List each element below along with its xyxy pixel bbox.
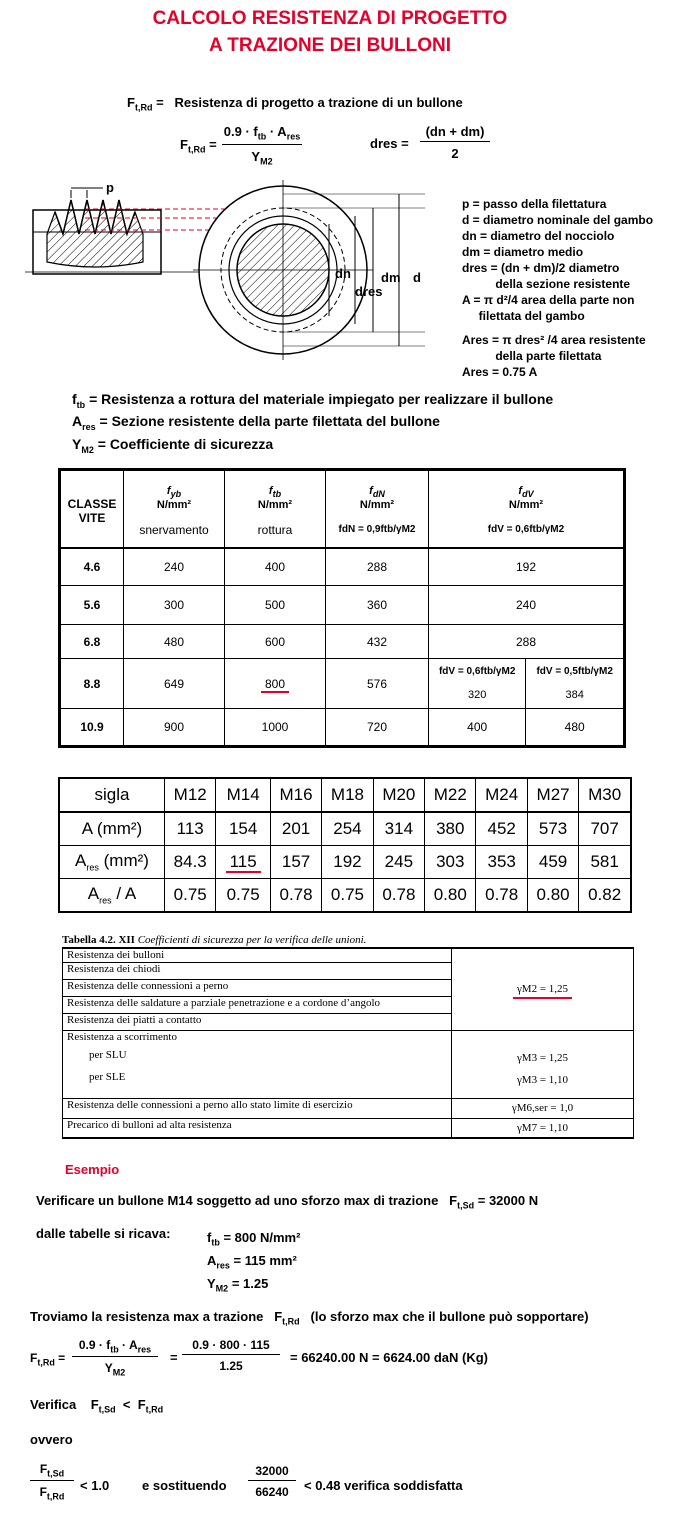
ovvero: ovvero (30, 1432, 73, 1447)
table-cell: 480 (124, 625, 225, 659)
col-classe: CLASSE VITE (60, 470, 124, 548)
table-cell: 303 (425, 846, 476, 879)
table-cell: 5.6 (60, 586, 124, 625)
formula-lhs: $F_{t,Rd}$ = (180, 137, 217, 155)
table-cell: 115 (216, 846, 270, 879)
legend-line (462, 324, 653, 332)
table-cell: 245 (373, 846, 424, 879)
table-cell: 0.78 (270, 879, 321, 913)
table-cell: 480 (526, 709, 625, 747)
table-cell: γM6,ser = 1,0 (452, 1098, 634, 1118)
table-cell: 288 (326, 548, 429, 586)
verifica-line: Verifica $F_{t,Sd} < F_{t,Rd}$ (30, 1397, 164, 1415)
legend-line: dm = diametro medio (462, 245, 584, 259)
legend-line: Ares = 0.75 A (462, 365, 538, 379)
table-cell: 500 (225, 586, 326, 625)
legend-line: della parte filettata (462, 349, 602, 363)
example-ym2: $Y_{M2} = 1.25$ (207, 1276, 269, 1294)
ratio-numeric: 32000 66240 (248, 1464, 296, 1499)
table-cell: Resistenza delle connessioni a perno (63, 979, 452, 996)
example-heading: Esempio (65, 1162, 120, 1177)
calc-formula-fraction: $0.9 \cdot f_{tb} \cdot A_{res}$ $Y_{M2}$ (72, 1338, 158, 1378)
legend-line: d = diametro nominale del gambo (462, 213, 654, 227)
table-cell: A (mm²) (59, 812, 165, 846)
conclusion: < 0.48 verifica soddisfatta (304, 1478, 463, 1493)
title-line-2: A TRAZIONE DEI BULLONI (208, 35, 452, 56)
table-cell: $A_{res}$ / A (59, 879, 165, 913)
table-cell: M30 (579, 778, 631, 812)
col-fdn: $f_{dN}$ N/mm² fdN = 0,9ftb/γM2 (326, 470, 429, 548)
table-cell: 240 (429, 586, 625, 625)
table-cell: sigla (59, 778, 165, 812)
legend-line: p = passo della filettatura (462, 197, 607, 211)
table-cell: Resistenza dei chiodi (63, 962, 452, 979)
legend-line: A = π d²/4 area della parte non (462, 293, 635, 307)
table-cell: M16 (270, 778, 321, 812)
table-cell: 800 (225, 659, 326, 709)
table3-caption: Tabella 4.2. XII Coefficienti di sicurezza per la verifica delle unioni. (62, 934, 367, 946)
table-cell: 459 (527, 846, 578, 879)
table-cell: 0.82 (579, 879, 631, 913)
table-cell: Resistenza delle connessioni a perno allo stato limite di esercizio (63, 1098, 452, 1118)
table-cell: 380 (425, 812, 476, 846)
table-cell: 84.3 (165, 846, 216, 879)
sostituendo: e sostituendo (142, 1478, 227, 1493)
table-cell: 400 (225, 548, 326, 586)
table-cell: M27 (527, 778, 578, 812)
table-cell: 432 (326, 625, 429, 659)
legend-line: dres = (dn + dm)/2 diametro (462, 261, 620, 275)
table-cell: M18 (322, 778, 373, 812)
legend-line: Ares = π dres² /4 area resistente (462, 333, 646, 347)
dres-fraction (420, 124, 490, 161)
table-cell: 0.75 (322, 879, 373, 913)
legend-line: filettata del gambo (462, 309, 585, 323)
table-cell: 192 (429, 548, 625, 586)
table-cell: M22 (425, 778, 476, 812)
table-cell: 8.8 (60, 659, 124, 709)
dres-denominator: 2 (451, 146, 459, 161)
table-cell: 154 (216, 812, 270, 846)
table-cell: 400 (429, 709, 526, 747)
lt-one: < 1.0 (80, 1478, 110, 1493)
table-cell: Resistenza dei piatti a contatto (63, 1013, 452, 1030)
dres-label: dres = (370, 136, 409, 151)
example-ftb: $f_{tb} = 800$ N/mm² (207, 1230, 301, 1248)
table-cell: $A_{res}$ (mm²) (59, 846, 165, 879)
table-cell: 254 (322, 812, 373, 846)
table-cell: M12 (165, 778, 216, 812)
table-cell: 576 (326, 659, 429, 709)
formula-denominator: $Y_{M2}$ (251, 148, 273, 167)
safety-coefficients-table (62, 947, 634, 1139)
calc-lhs: $F_{t,Rd}$ = (30, 1351, 66, 1368)
table-cell: Resistenza dei bulloni (63, 948, 452, 962)
col-fyb: $f_{yb}$ N/mm² snervamento (124, 470, 225, 548)
table-cell: 288 (429, 625, 625, 659)
table-cell: M24 (476, 778, 527, 812)
table-cell: 0.75 (216, 879, 270, 913)
bolt-thread-figure (25, 172, 445, 382)
def-ares: $A_{res}$ = Sezione resistente della parte filettata del bullone (72, 413, 440, 432)
table-cell: Precarico di bulloni ad alta resistenza (63, 1118, 452, 1138)
ratio-symbolic: $F_{t,Sd}$ $F_{t,Rd}$ (30, 1462, 74, 1502)
calc-result: = 66240.00 N = 6624.00 daN (Kg) (290, 1350, 489, 1365)
table-cell: 201 (270, 812, 321, 846)
figure-legend (462, 196, 653, 380)
table-cell: Resistenza delle saldature a parziale penetrazione e a cordone d’angolo (63, 996, 452, 1013)
example-find-resistance: Troviamo la resistenza max a trazione $F_{t,Rd}$ (lo sforzo max che il bullone può sopportare) (30, 1309, 589, 1327)
legend-line: dn = diametro del nocciolo (462, 229, 615, 243)
table-cell: 573 (527, 812, 578, 846)
label-dres: dres (355, 284, 383, 299)
label-p: p (106, 180, 114, 195)
title-line-1: CALCOLO RESISTENZA DI PROGETTO (152, 8, 508, 29)
col-ftb: $f_{tb}$ N/mm² rottura (225, 470, 326, 548)
table-cell: 452 (476, 812, 527, 846)
table-cell: 0.80 (425, 879, 476, 913)
calc-equals: = (170, 1350, 178, 1365)
table-cell: fdV = 0,5ftb/γM2 384 (526, 659, 625, 709)
calc-values-fraction: 0.9 · 800 · 115 1.25 (182, 1338, 280, 1373)
def-ftb: $f_{tb}$ = Resistenza a rottura del materiale impiegato per realizzare il bullone (72, 391, 554, 410)
table-cell: 720 (326, 709, 429, 747)
table-cell: 0.78 (373, 879, 424, 913)
table-cell: M20 (373, 778, 424, 812)
table-cell: 360 (326, 586, 429, 625)
table-cell: γM3 = 1,25 γM3 = 1,10 (452, 1030, 634, 1098)
table-cell: 0.75 (165, 879, 216, 913)
table-cell: 6.8 (60, 625, 124, 659)
table-cell: 240 (124, 548, 225, 586)
label-dm: dm (381, 270, 401, 285)
table-cell: 300 (124, 586, 225, 625)
table-cell: Resistenza a scorrimento per SLU per SLE (63, 1030, 452, 1098)
table-cell: 0.78 (476, 879, 527, 913)
table-cell: 192 (322, 846, 373, 879)
table-cell: 900 (124, 709, 225, 747)
def-ym2: $Y_{M2}$ = Coefficiente di sicurezza (72, 436, 274, 455)
label-dn: dn (335, 266, 351, 281)
formula-numerator: $0.9 \cdot f_{tb} \cdot A_{res}$ (223, 124, 301, 142)
example-statement: Verificare un bullone M14 soggetto ad uno sforzo max di trazione $F_{t,Sd} = 32000$ N (36, 1193, 539, 1211)
table-cell: 707 (579, 812, 631, 846)
example-tables-intro: dalle tabelle si ricava: (36, 1226, 171, 1241)
formula-fraction (222, 124, 302, 166)
table-cell: 353 (476, 846, 527, 879)
ftrd-definition: $F_{t,Rd}$ = Resistenza di progetto a trazione di un bullone (127, 95, 463, 113)
table-cell: 600 (225, 625, 326, 659)
dres-numerator: (dn + dm) (425, 124, 485, 139)
table-cell: 1000 (225, 709, 326, 747)
table-cell: M14 (216, 778, 270, 812)
table-cell: 0.80 (527, 879, 578, 913)
table-cell: 581 (579, 846, 631, 879)
table-cell: 314 (373, 812, 424, 846)
example-ares: $A_{res} = 115$ mm² (207, 1253, 297, 1271)
table-cell: 157 (270, 846, 321, 879)
table-cell: 10.9 (60, 709, 124, 747)
table-cell: γM2 = 1,25 (452, 948, 634, 1030)
table-cell: 113 (165, 812, 216, 846)
bolt-class-table (58, 468, 626, 748)
bolt-size-table (58, 777, 632, 913)
label-d: d (413, 270, 421, 285)
table-cell: fdV = 0,6ftb/γM2 320 (429, 659, 526, 709)
table-cell: γM7 = 1,10 (452, 1118, 634, 1138)
col-fdv: $f_{dV}$ N/mm² fdV = 0,6ftb/γM2 (429, 470, 625, 548)
table-cell: 649 (124, 659, 225, 709)
table-cell: 4.6 (60, 548, 124, 586)
legend-line: della sezione resistente (462, 277, 631, 291)
